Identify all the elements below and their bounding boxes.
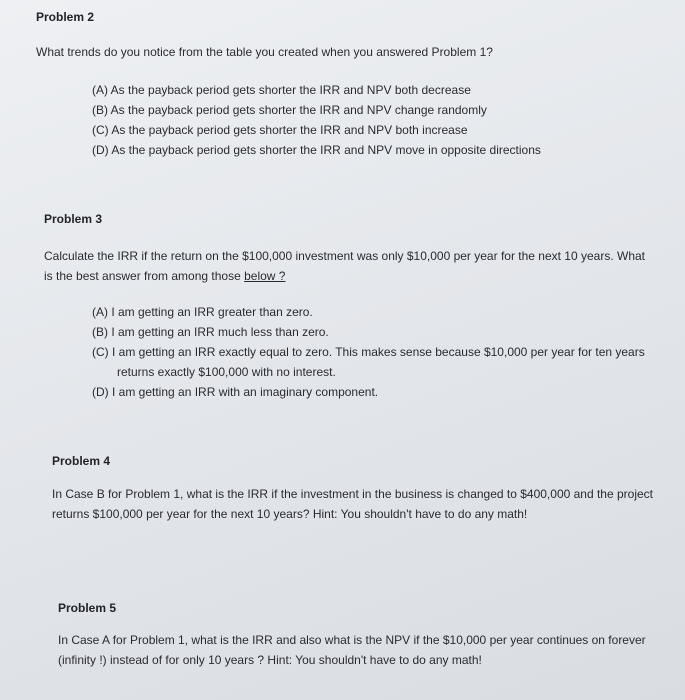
problem-3-question-underlined: below ? bbox=[244, 269, 286, 283]
problem-2-option-a: (A) As the payback period gets shorter the IRR and NPV both decrease bbox=[92, 83, 471, 97]
problem-5-question: In Case A for Problem 1, what is the IRR and also what is the NPV if the $10,000 per year continues on forever (infinity !) instead of for only 10 years ? Hint: You shouldn't have to do any math! bbox=[58, 633, 646, 667]
problem-3-question-text: Calculate the IRR if the return on the $100,000 investment was only $10,000 per year for the next 10 years. What is the best answer from among those bbox=[44, 249, 646, 283]
problem-3-option-d: (D) I am getting an IRR with an imaginary component. bbox=[92, 385, 379, 399]
problem-5-title: Problem 5 bbox=[58, 601, 117, 615]
problem-2-option-d: (D) As the payback period gets shorter the IRR and NPV move in opposite directions bbox=[92, 143, 541, 157]
problem-3-title: Problem 3 bbox=[44, 212, 103, 226]
problem-3-option-b: (B) I am getting an IRR much less than zero. bbox=[92, 325, 329, 339]
problem-2-question: What trends do you notice from the table you created when you answered Problem 1? bbox=[36, 45, 493, 59]
problem-2-options bbox=[92, 80, 541, 160]
problem-3-option-c: (C) I am getting an IRR exactly equal to zero. This makes sense because $10,000 per year for ten years returns exactly $100,000 with no interest. bbox=[92, 345, 645, 379]
problem-4-question: In Case B for Problem 1, what is the IRR if the investment in the business is changed to $400,000 and the project returns $100,000 per year for the next 10 years? Hint: You shouldn't have to do any math! bbox=[52, 487, 654, 521]
problem-3-options bbox=[92, 302, 657, 402]
problem-3-option-a: (A) I am getting an IRR greater than zero. bbox=[92, 305, 313, 319]
problem-2-option-b: (B) As the payback period gets shorter the IRR and NPV change randomly bbox=[92, 103, 487, 117]
problem-2-option-c: (C) As the payback period gets shorter the IRR and NPV both increase bbox=[92, 123, 468, 137]
problem-2-title: Problem 2 bbox=[36, 10, 95, 24]
problem-3-question bbox=[44, 246, 654, 286]
problem-4-title: Problem 4 bbox=[52, 454, 111, 468]
